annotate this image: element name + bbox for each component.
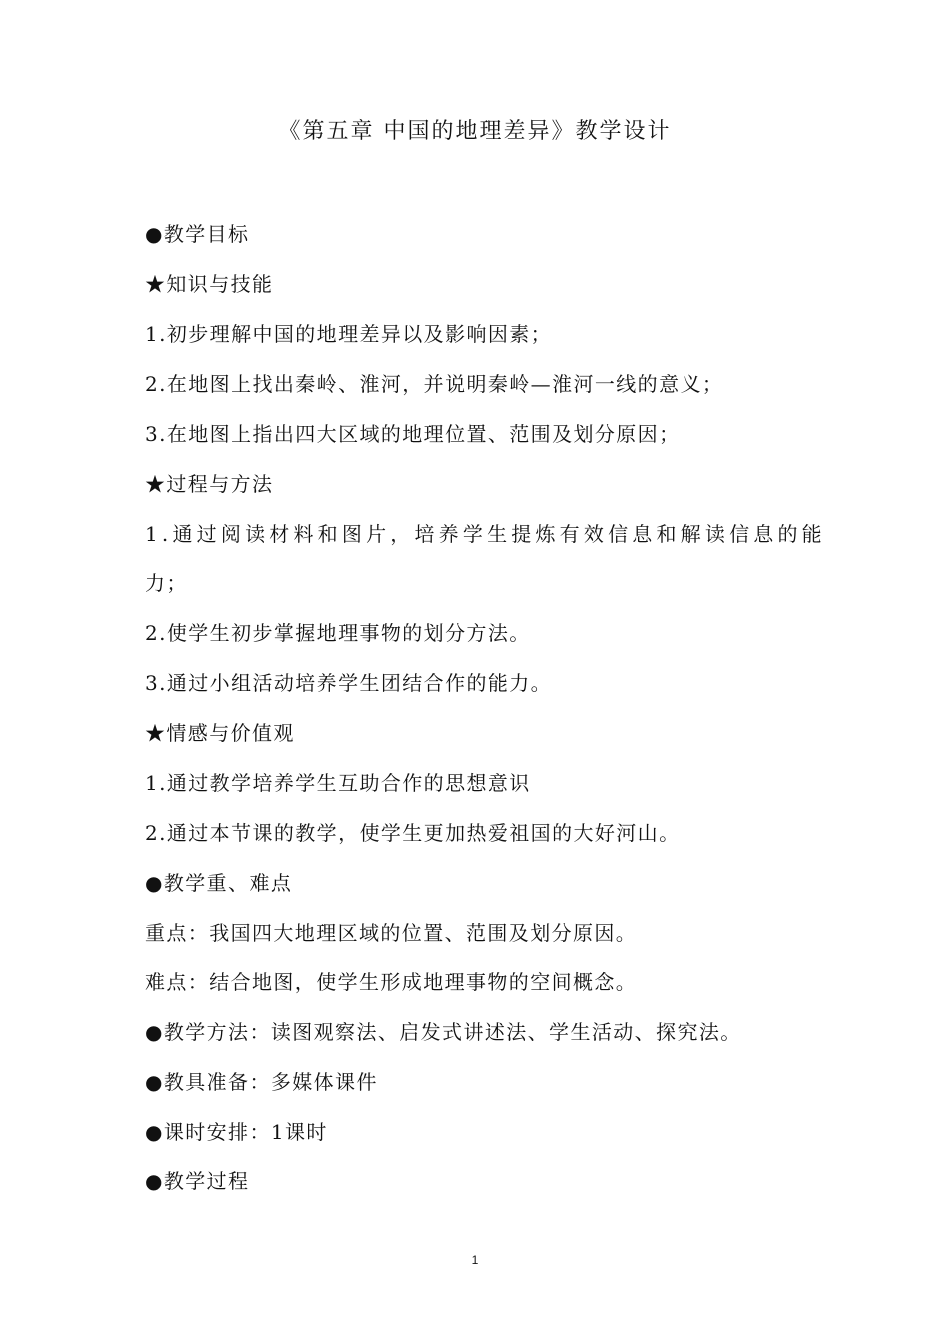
section-line-schedule: ●课时安排：1课时 xyxy=(145,1120,328,1144)
paragraph-line: 1.初步理解中国的地理差异以及影响因素； xyxy=(145,322,553,346)
paragraph-line: 1.通过阅读材料和图片，培养学生提炼有效信息和解读信息的能 xyxy=(145,522,826,546)
paragraph-line: 3.在地图上指出四大区域的地理位置、范围及划分原因； xyxy=(145,422,681,446)
paragraph-line: 难点：结合地图，使学生形成地理事物的空间概念。 xyxy=(145,970,638,994)
section-line-materials: ●教具准备：多媒体课件 xyxy=(145,1070,378,1094)
paragraph-line: 重点：我国四大地理区域的位置、范围及划分原因。 xyxy=(145,921,638,945)
paragraph-line: 2.通过本节课的教学，使学生更加热爱祖国的大好河山。 xyxy=(145,821,681,845)
paragraph-line: 1.通过教学培养学生互助合作的思想意识 xyxy=(145,771,531,795)
section-heading-teaching-process: ●教学过程 xyxy=(145,1169,250,1193)
paragraph-line: 3.通过小组活动培养学生团结合作的能力。 xyxy=(145,671,553,695)
section-heading-key-points: ●教学重、难点 xyxy=(145,871,293,895)
document-title: 《第五章 中国的地理差异》教学设计 xyxy=(278,119,672,144)
section-heading-teaching-goals: ●教学目标 xyxy=(145,222,250,246)
page-number: 1 xyxy=(471,1253,479,1267)
paragraph-line: 2.在地图上找出秦岭、淮河，并说明秦岭—淮河一线的意义； xyxy=(145,372,724,396)
subheading-process-methods: ★过程与方法 xyxy=(145,472,274,496)
paragraph-line: 2.使学生初步掌握地理事物的划分方法。 xyxy=(145,621,531,645)
subheading-values: ★情感与价值观 xyxy=(145,721,295,745)
subheading-knowledge-skills: ★知识与技能 xyxy=(145,272,274,296)
paragraph-line: 力； xyxy=(145,571,188,595)
section-line-teaching-methods: ●教学方法：读图观察法、启发式讲述法、学生活动、探究法。 xyxy=(145,1020,742,1044)
